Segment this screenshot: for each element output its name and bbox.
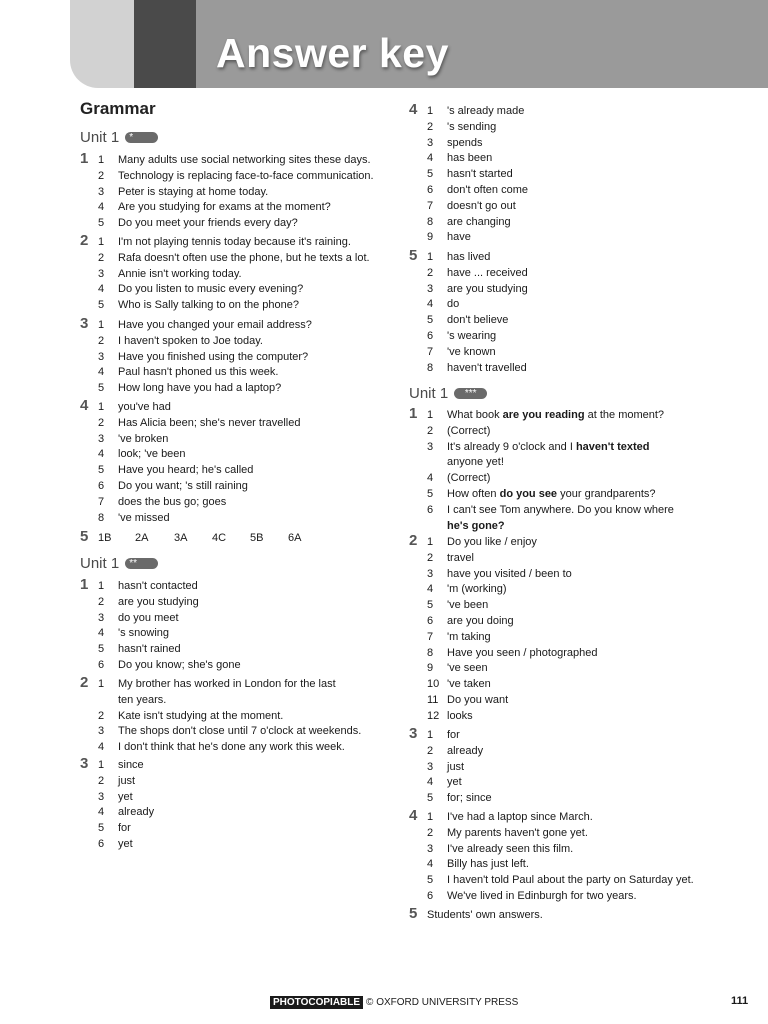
item-text: 'm taking xyxy=(447,630,491,643)
item-number: 6 xyxy=(98,480,105,492)
item-number: 2 xyxy=(98,334,105,347)
item-text xyxy=(447,455,504,469)
exercise-number: 3 xyxy=(80,315,89,332)
item-number: 7 xyxy=(427,630,434,643)
exercise-number: 1 xyxy=(409,405,418,422)
level-badge: * xyxy=(125,132,158,143)
item-text: Have you heard; he's called xyxy=(118,464,254,477)
item-number: 3 xyxy=(98,725,105,738)
exercise-number: 5 xyxy=(409,905,418,922)
item-number: 1 xyxy=(98,759,105,771)
item-text: hasn't contacted xyxy=(118,580,198,592)
item-number: 2 xyxy=(427,551,434,564)
item-text: travel xyxy=(447,551,474,564)
exercise-number: 1 xyxy=(80,150,89,167)
item-number: 1 xyxy=(98,154,105,166)
item-text: does the bus go; goes xyxy=(118,495,227,508)
item-number: 5 xyxy=(98,464,105,477)
item-number: 1 xyxy=(427,536,434,548)
unit-label: Unit 1 xyxy=(80,129,120,146)
item-text: 's wearing xyxy=(447,330,497,342)
item-number: 2 xyxy=(98,169,105,182)
item-number: 9 xyxy=(427,662,434,675)
item-number: 8 xyxy=(427,361,434,374)
item-number: 1 xyxy=(427,729,434,741)
item-text: doesn't go out xyxy=(447,199,516,212)
exercise-number: 4 xyxy=(409,807,418,824)
item-text: 've broken xyxy=(118,432,169,445)
item-text: look; 've been xyxy=(118,448,186,461)
exercise-number: 4 xyxy=(409,101,418,118)
exercise-number: 3 xyxy=(409,725,418,742)
item-number: 1 xyxy=(427,251,434,263)
item-text: Do you want xyxy=(447,694,509,706)
item-text: just xyxy=(118,774,136,787)
item-text: 'm (working) xyxy=(447,583,507,596)
item-number: 3 xyxy=(98,350,105,363)
item-text: How long have you had a laptop? xyxy=(118,382,282,395)
item-text: do you meet xyxy=(118,611,179,624)
item-number: 8 xyxy=(427,646,434,659)
item-text: Has Alicia been; she's never travelled xyxy=(118,416,301,429)
item-text: Have you seen / photographed xyxy=(447,646,598,659)
item-number: 2 xyxy=(427,826,434,839)
item-number: 1 xyxy=(98,401,105,413)
bold-part: he's gone? xyxy=(447,519,505,532)
item-text: Have you finished using the computer? xyxy=(118,350,309,363)
item-text: 've seen xyxy=(447,662,488,675)
item-text: haven't travelled xyxy=(447,361,527,374)
answer-item: 5B xyxy=(250,532,264,544)
item-text: looks xyxy=(447,709,473,722)
item-text: Rafa doesn't often use the phone, but he texts a lot. xyxy=(118,251,370,264)
page-number: 111 xyxy=(731,995,749,1007)
item-text: have xyxy=(447,231,471,244)
item-text: has been xyxy=(447,152,493,165)
item-number: 3 xyxy=(98,611,105,624)
text-part: (Correct) xyxy=(447,472,491,485)
item-text: are changing xyxy=(447,215,511,228)
item-text: for; since xyxy=(447,792,492,805)
item-text: 've missed xyxy=(118,511,170,524)
item-number: 1 xyxy=(98,236,105,248)
text-part: anyone yet! xyxy=(447,456,504,469)
item-number: 4 xyxy=(427,583,434,596)
item-number: 4 xyxy=(427,858,434,871)
bold-part: are you reading xyxy=(502,409,585,421)
exercise-number: 4 xyxy=(80,397,89,414)
item-number: 4 xyxy=(98,627,105,640)
item-text: are you studying xyxy=(118,595,199,608)
item-text: 've taken xyxy=(447,678,491,691)
footer xyxy=(270,996,518,1009)
item-number: 4 xyxy=(427,472,434,485)
item-number: 4 xyxy=(427,776,434,789)
item-text xyxy=(447,424,490,438)
item-text xyxy=(447,440,649,454)
item-number: 6 xyxy=(427,615,434,627)
exercise-number: 5 xyxy=(409,247,418,264)
item-number: 8 xyxy=(98,511,105,524)
item-number: 3 xyxy=(427,136,434,149)
item-text: already xyxy=(447,744,484,757)
item-number: 5 xyxy=(98,822,105,835)
item-number: 4 xyxy=(98,448,105,461)
item-text: I've had a laptop since March. xyxy=(447,811,593,823)
unit-heading xyxy=(80,555,158,572)
item-text: 's sending xyxy=(447,120,497,133)
item-text: 've known xyxy=(447,345,496,358)
item-number: 5 xyxy=(427,874,434,887)
item-text: already xyxy=(118,806,155,819)
item-text: Do you know; she's gone xyxy=(118,659,241,671)
item-text: I haven't told Paul about the party on Saturday yet. xyxy=(447,874,694,887)
item-number: 2 xyxy=(427,744,434,757)
item-text: Many adults use social networking sites these days. xyxy=(118,154,371,166)
photocopiable-tag: PHOTOCOPIABLE xyxy=(270,996,363,1009)
item-number: 4 xyxy=(427,298,434,311)
text-part: How often xyxy=(447,488,500,500)
item-text: Have you changed your email address? xyxy=(118,319,312,331)
item-text: My brother has worked in London for the last xyxy=(118,678,336,690)
answer-item: 4C xyxy=(212,532,227,544)
item-number: 6 xyxy=(427,184,434,196)
item-number: 6 xyxy=(98,838,105,850)
item-text: Paul hasn't phoned us this week. xyxy=(118,366,279,379)
text-part: at the moment? xyxy=(584,409,665,421)
exercise-number: 2 xyxy=(80,232,89,249)
item-number: 5 xyxy=(427,792,434,805)
item-number: 1 xyxy=(98,678,105,690)
item-number: 5 xyxy=(427,488,434,500)
item-text: don't believe xyxy=(447,314,509,327)
item-text: Peter is staying at home today. xyxy=(118,185,269,198)
item-number: 1 xyxy=(427,811,434,823)
item-number: 2 xyxy=(427,266,434,279)
header-light-band xyxy=(70,0,136,88)
item-number: 6 xyxy=(427,330,434,342)
item-text: I've already seen this film. xyxy=(447,842,574,855)
exercise-number: 1 xyxy=(80,576,89,593)
item-number: 3 xyxy=(98,432,105,445)
item-number: 9 xyxy=(427,231,434,244)
item-number: 5 xyxy=(427,599,434,612)
item-text: yet xyxy=(118,838,133,850)
item-number: 2 xyxy=(98,774,105,787)
exercise-number: 2 xyxy=(80,674,89,691)
item-number: 4 xyxy=(98,806,105,819)
item-number: 4 xyxy=(427,152,434,165)
item-number: 4 xyxy=(98,283,105,296)
item-number: 3 xyxy=(427,842,434,855)
item-text: Annie isn't working today. xyxy=(118,267,242,280)
item-number: 6 xyxy=(427,503,434,516)
unit-label: Unit 1 xyxy=(409,385,449,402)
item-text: Do you meet your friends every day? xyxy=(118,217,298,230)
item-text: don't often come xyxy=(447,184,528,196)
item-number: 1 xyxy=(98,319,105,331)
item-number: 10 xyxy=(427,678,440,691)
level-badge: ** xyxy=(125,558,158,569)
text-part: It's already 9 o'clock and I xyxy=(447,440,576,453)
text-part: I can't see Tom anywhere. Do you know where xyxy=(447,503,674,516)
item-text: I'm not playing tennis today because it's raining. xyxy=(118,236,351,248)
item-number: 3 xyxy=(427,440,434,453)
item-text: hasn't started xyxy=(447,168,513,181)
item-text xyxy=(447,487,656,501)
item-text xyxy=(447,471,490,485)
item-text: Billy has just left. xyxy=(447,858,529,871)
publisher: © OXFORD UNIVERSITY PRESS xyxy=(366,997,519,1008)
item-number: 8 xyxy=(427,215,434,228)
item-text: I don't think that he's done any work this week. xyxy=(118,741,345,754)
item-number: 4 xyxy=(98,366,105,379)
text-part: (Correct) xyxy=(447,424,491,437)
level-badge: *** xyxy=(454,388,487,399)
item-number: 7 xyxy=(98,495,105,508)
item-text: ten years. xyxy=(118,693,167,706)
item-text xyxy=(447,519,505,533)
item-text xyxy=(447,503,674,517)
item-text: I haven't spoken to Joe today. xyxy=(118,334,263,347)
item-text: have ... received xyxy=(447,266,528,279)
item-number: 2 xyxy=(427,120,434,133)
answer-item: 3A xyxy=(174,532,188,544)
item-number: 3 xyxy=(98,267,105,280)
item-text: do xyxy=(447,298,460,311)
answer-item: 6A xyxy=(288,532,302,544)
item-number: 4 xyxy=(98,741,105,754)
item-text: just xyxy=(447,760,465,773)
item-number: 6 xyxy=(427,890,434,902)
item-text: 've been xyxy=(447,599,489,612)
item-number: 2 xyxy=(98,709,105,722)
item-text: Do you want; 's still raining xyxy=(118,480,248,492)
item-text: for xyxy=(118,822,131,835)
item-number: 2 xyxy=(98,416,105,429)
item-number: 11 xyxy=(427,694,439,706)
answer-item: 1B xyxy=(98,532,112,544)
item-text: The shops don't close until 7 o'clock at weekends. xyxy=(118,725,362,738)
unit-label: Unit 1 xyxy=(80,555,120,572)
item-text: has lived xyxy=(447,251,491,263)
item-text: Who is Sally talking to on the phone? xyxy=(118,299,300,312)
item-number: 5 xyxy=(98,217,105,230)
item-text: Do you like / enjoy xyxy=(447,536,537,548)
item-number: 3 xyxy=(427,282,434,295)
page-title: Answer key xyxy=(216,30,449,76)
text-part: your grandparents? xyxy=(557,488,656,500)
item-text: hasn't rained xyxy=(118,643,181,656)
item-number: 5 xyxy=(427,314,434,327)
text-part: What book xyxy=(447,409,503,421)
item-number: 12 xyxy=(427,709,440,722)
item-text: My parents haven't gone yet. xyxy=(447,826,588,839)
item-number: 5 xyxy=(427,168,434,181)
exercise-number: 3 xyxy=(80,755,89,772)
header-dark-band xyxy=(134,0,198,88)
item-number: 3 xyxy=(427,567,434,580)
item-text: are you doing xyxy=(447,615,514,627)
item-number: 3 xyxy=(98,185,105,198)
exercise-number: 5 xyxy=(80,528,89,545)
item-text: 's snowing xyxy=(118,627,170,640)
item-text: are you studying xyxy=(447,282,528,295)
item-text: yet xyxy=(118,790,133,803)
item-number: 6 xyxy=(98,659,105,671)
item-text: have you visited / been to xyxy=(447,567,572,580)
unit-heading xyxy=(409,385,487,402)
item-number: 5 xyxy=(98,643,105,656)
item-number: 1 xyxy=(427,105,434,117)
item-text: Kate isn't studying at the moment. xyxy=(118,709,284,722)
item-number: 2 xyxy=(427,424,434,437)
item-text: Are you studying for exams at the moment? xyxy=(118,201,331,214)
item-number: 2 xyxy=(98,251,105,264)
item-text: you've had xyxy=(118,401,171,413)
item-number: 4 xyxy=(98,201,105,214)
exercise-number: 2 xyxy=(409,532,418,549)
item-number: 7 xyxy=(427,199,434,212)
answer-item: 2A xyxy=(135,532,149,544)
bold-part: do you see xyxy=(499,488,558,500)
answer-item: Students' own answers. xyxy=(427,909,543,921)
item-text: Do you listen to music every evening? xyxy=(118,283,304,296)
item-text: Technology is replacing face-to-face communication. xyxy=(118,169,374,182)
item-number: 5 xyxy=(98,382,105,395)
item-text: since xyxy=(118,759,144,771)
item-text: for xyxy=(447,729,460,741)
item-number: 2 xyxy=(98,595,105,608)
item-text: We've lived in Edinburgh for two years. xyxy=(447,890,637,902)
item-number: 3 xyxy=(98,790,105,803)
item-number: 1 xyxy=(98,580,105,592)
item-text: spends xyxy=(447,136,483,149)
bold-part: haven't texted xyxy=(575,440,650,453)
item-number: 3 xyxy=(427,760,434,773)
section-title: Grammar xyxy=(80,99,156,118)
item-number: 7 xyxy=(427,345,434,358)
item-number: 5 xyxy=(98,299,105,312)
item-text xyxy=(447,408,664,422)
item-text: 's already made xyxy=(447,105,525,117)
unit-heading xyxy=(80,129,158,146)
item-number: 1 xyxy=(427,409,434,421)
item-text: yet xyxy=(447,776,462,789)
